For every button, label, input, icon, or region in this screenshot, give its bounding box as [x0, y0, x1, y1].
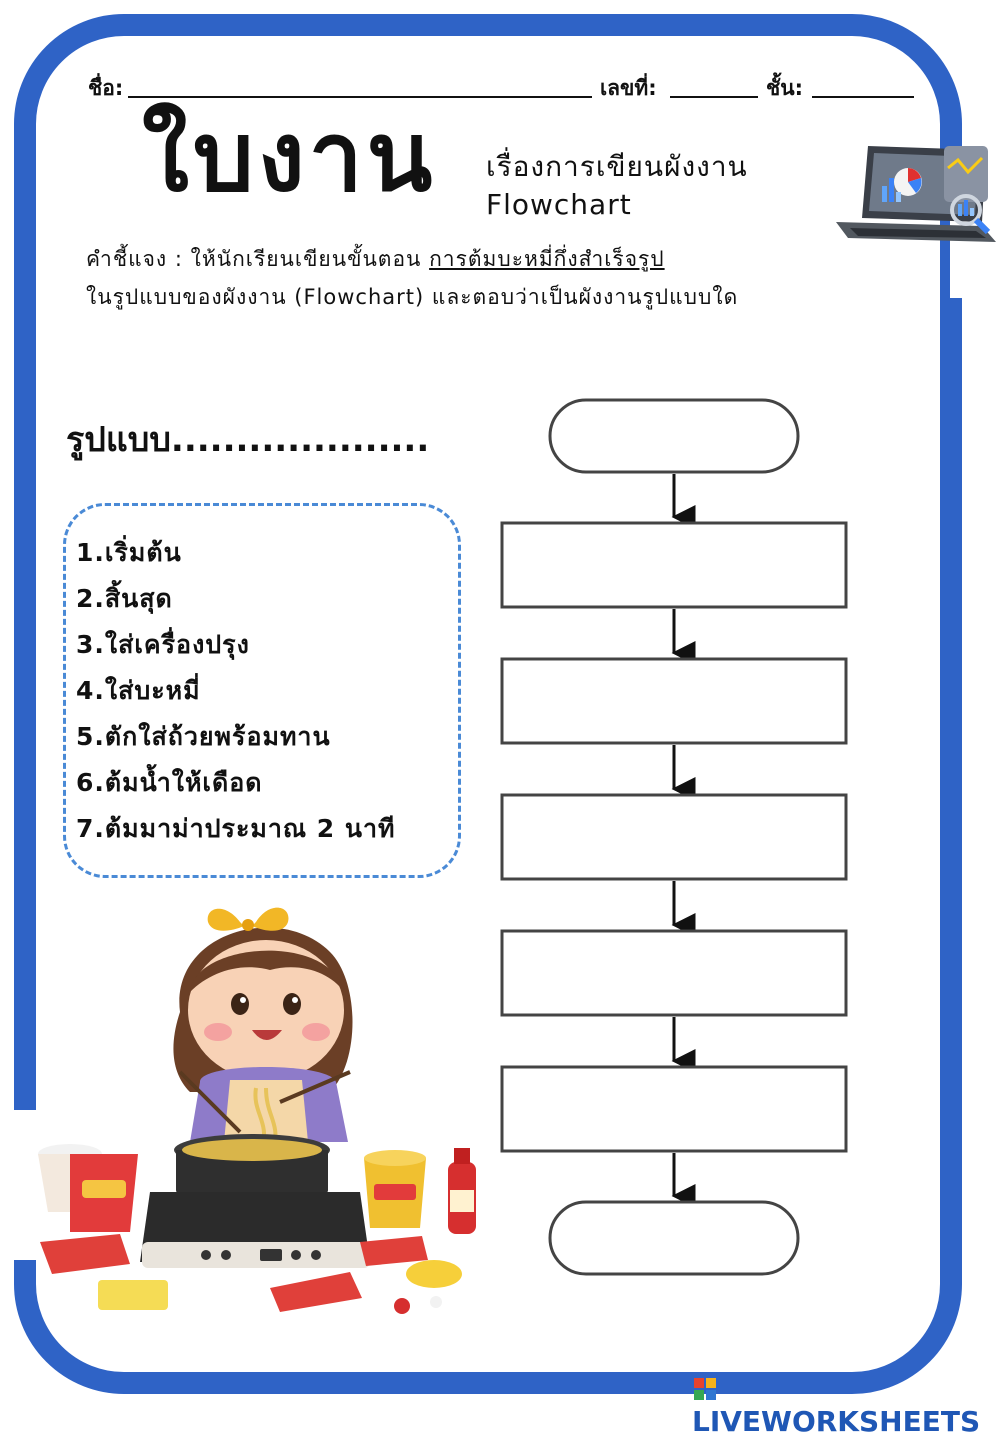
flow-process-box[interactable]	[502, 795, 846, 879]
instructions-line-2: ในรูปแบบของผังงาน (Flowchart) และตอบว่าเป็นผังงานรูปแบบใด	[86, 285, 739, 309]
step-item: 6.ต้มน้ำให้เดือด	[76, 768, 263, 797]
flowchart	[490, 390, 860, 1290]
format-answer-label: รูปแบบ....................	[66, 420, 430, 460]
worksheet-title: ใบงาน	[142, 101, 437, 213]
name-label: ชื่อ:	[88, 76, 124, 100]
laptop-chart-icon	[836, 138, 996, 250]
flow-process-box[interactable]	[502, 659, 846, 743]
step-item: 7.ต้มมาม่าประมาณ 2 นาที	[76, 814, 396, 843]
step-item: 2.สิ้นสุด	[76, 584, 173, 613]
flow-process-box[interactable]	[502, 523, 846, 607]
step-item: 4.ใส่บะหมี่	[76, 676, 201, 705]
instructions-topic: การต้มบะหมี่กึ่งสำเร็จรูป	[429, 247, 665, 271]
step-item: 3.ใส่เครื่องปรุง	[76, 630, 250, 659]
subtitle-line-2: Flowchart	[486, 188, 632, 221]
worksheet-subtitle	[486, 148, 748, 224]
instructions-prefix: คำชี้แจง : ให้นักเรียนเขียนขั้นตอน	[86, 247, 430, 271]
number-field[interactable]	[670, 96, 758, 98]
girl-cooking-illustration	[30, 892, 490, 1322]
liveworksheets-brand	[692, 1372, 1000, 1438]
instructions	[86, 240, 738, 316]
step-item: 1.เริ่มต้น	[76, 538, 182, 567]
subtitle-line-1: เรื่องการเขียนผังงาน	[486, 150, 748, 183]
instructions-line-1	[86, 240, 738, 278]
class-label: ชั้น:	[766, 76, 804, 100]
brand-text: LIVEWORKSHEETS	[692, 1405, 981, 1438]
step-item: 5.ตักใส่ถ้วยพร้อมทาน	[76, 722, 331, 751]
name-field[interactable]	[128, 96, 592, 98]
flow-terminal-end[interactable]	[550, 1202, 798, 1274]
steps-list	[76, 530, 396, 852]
flow-terminal-start[interactable]	[550, 400, 798, 472]
flow-process-box[interactable]	[502, 931, 846, 1015]
number-label: เลขที่:	[600, 76, 657, 100]
class-field[interactable]	[812, 96, 914, 98]
flow-process-box[interactable]	[502, 1067, 846, 1151]
